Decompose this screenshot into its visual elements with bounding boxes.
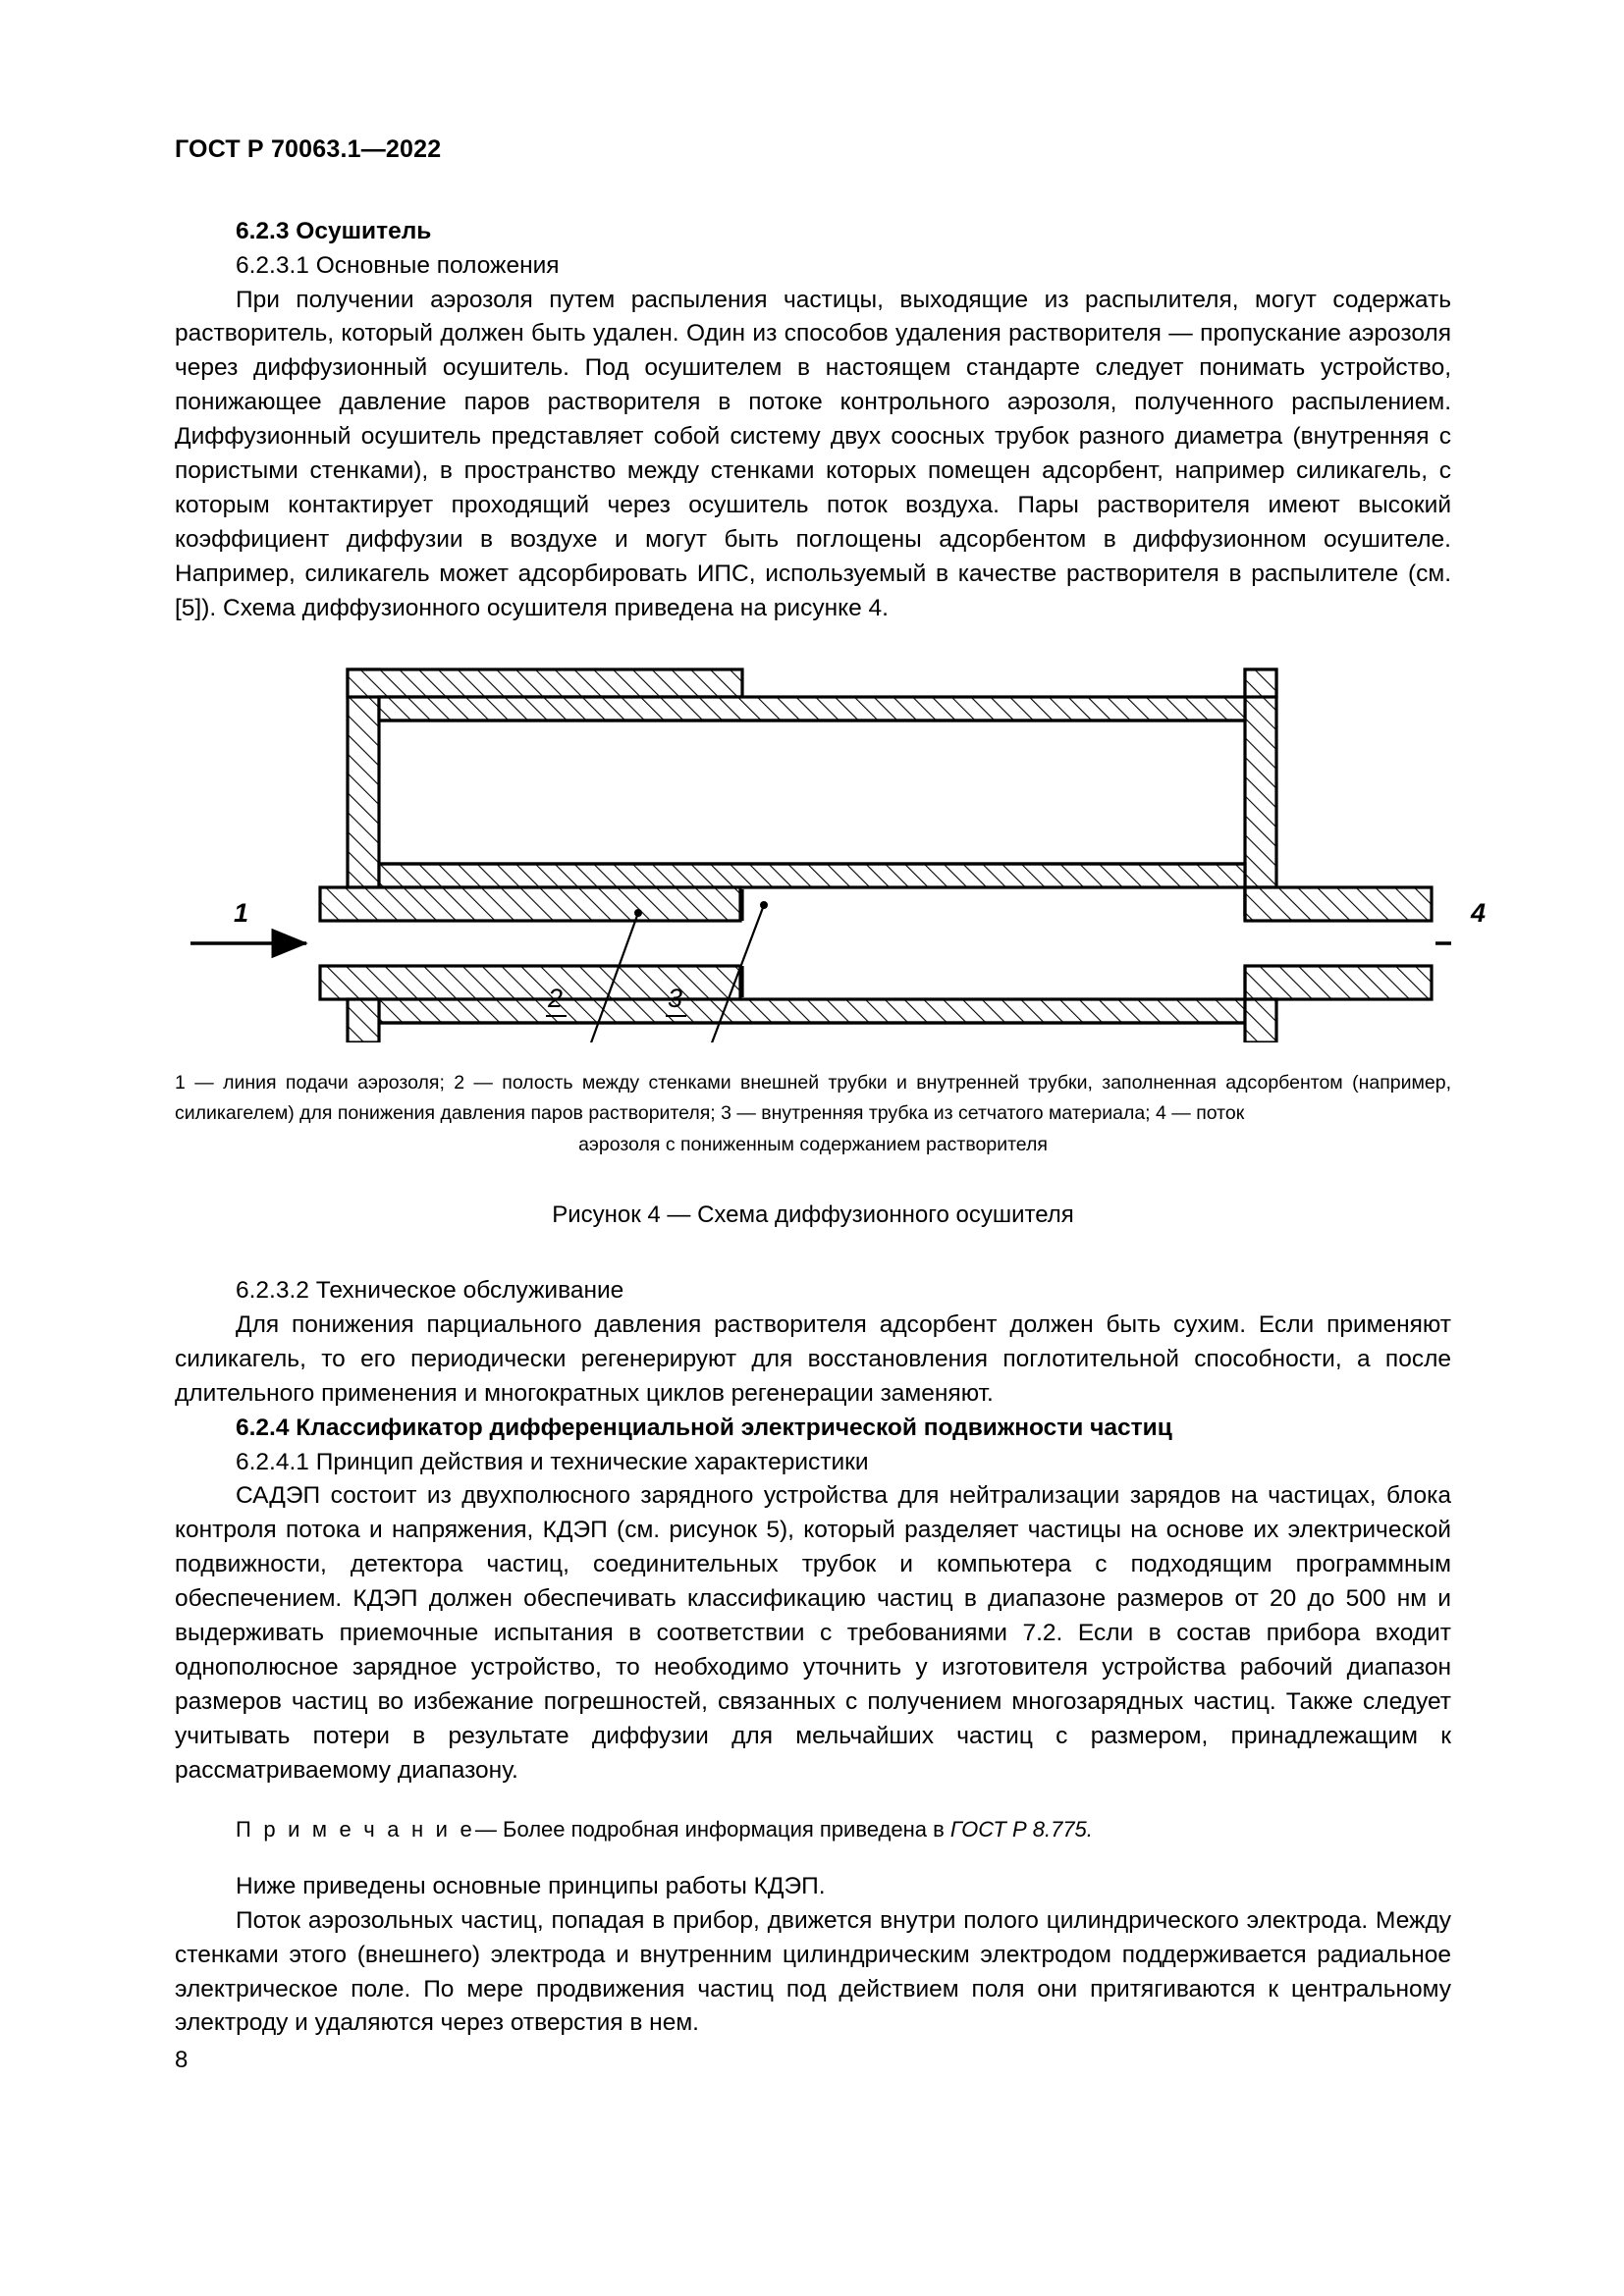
figure-legend-line-3: аэрозоля с пониженным содержанием растворителя <box>578 1133 1048 1155</box>
figure-4-drawing <box>175 660 1487 1042</box>
page-number: 8 <box>175 2047 189 2073</box>
figure-label-2: 2 <box>546 984 567 1017</box>
heading-6-2-3-1: 6.2.3.1 Основные положения <box>236 251 560 279</box>
figure-legend-line-2: (например, силикагелем) для понижения давления паров растворителя; 3 — внутренняя трубка из сетчатого материала; 4 — поток <box>175 1071 1452 1125</box>
document-header: ГОСТ Р 70063.1—2022 <box>175 135 442 163</box>
heading-6-2-4-1: 6.2.4.1 Принцип действия и технические характеристики <box>236 1448 869 1475</box>
paragraph-principles-body: Поток аэрозольных частиц, попадая в прибор, движется внутри полого цилиндрического электрода. Между стенками этого (внешнего) электрода и внутренним цилиндрическим электродом поддерживается радиальное электрическое поле. По мере продвижения частиц под действием поля они притягиваются к центральному электроду и удаляются через отверстия в нем. <box>175 1906 1451 2037</box>
figure-label-4: 4 <box>1471 897 1487 928</box>
paragraph-6-2-3-1: При получении аэрозоля путем распыления частицы, выходящие из распылителя, могут содержать растворитель, который должен быть удален. Один из способов удаления растворителя — пропускание аэрозоля через диффузионный осушитель. Под осушителем в настоящем стандарте следует понимать устройство, понижающее давление паров растворителя в потоке контрольного аэрозоля, полученного распылением. Диффузионный осушитель представляет собой систему двух соосных трубок разного диаметра (внутренняя с пористыми стенками), в пространство между стенками которых помещен адсорбент, например силикагель, с которым контактирует проходящий через осушитель поток воздуха. Пары растворителя имеют высокий коэффициент диффузии в воздухе и могут быть поглощены адсорбентом в диффузионном осушителе. Например, силикагель может адсорбировать ИПС, используемый в качестве растворителя в распылителе (см. [5]). Схема диффузионного осушителя приведена на рисунке 4. <box>175 286 1451 621</box>
note-label: П р и м е ч а н и е <box>236 1816 475 1842</box>
figure-legend <box>175 1068 1451 1161</box>
paragraph-6-2-4-1: САДЭП состоит из двухполюсного зарядного устройства для нейтрализации зарядов на частицах, блока контроля потока и напряжения, КДЭП (см. рисунок 5), который разделяет частицы на основе их электрической подвижности, детектора частиц, соединительных трубок и компьютера с подходящим программным обеспечением. КДЭП должен обеспечивать классификацию частиц в диапазоне размеров от 20 до 500 нм и выдерживать приемочные испытания в соответствии с требованиями 7.2. Если в состав прибора входит однополюсное зарядное устройство, то необходимо уточнить у изготовителя устройства рабочий диапазон размеров частиц во избежание погрешностей, связанных с получением многозарядных частиц. Также следует учитывать потери в результате диффузии для мельчайших частиц с размером, принадлежащим к рассматриваемому диапазону. <box>175 1482 1451 1784</box>
figure-spacer <box>175 1229 1451 1274</box>
note-block <box>175 1814 1451 1844</box>
paragraph-6-2-3-2: Для понижения парциального давления растворителя адсорбент должен быть сухим. Если применяют силикагель, то его периодически регенерируют для восстановления поглотительной способности, а после длительного применения и многократных циклов регенерации заменяют. <box>175 1311 1451 1407</box>
heading-6-2-3: 6.2.3 Осушитель <box>236 218 432 244</box>
note-reference: ГОСТ Р 8.775. <box>949 1816 1093 1842</box>
figure-legend-line-1: 1 — линия подачи аэрозоля; 2 — полость между стенками внешней трубки и внутренней трубки, заполненная адсорбентом <box>175 1071 1343 1094</box>
heading-6-2-3-2: 6.2.3.2 Техническое обслуживание <box>236 1277 624 1305</box>
figure-label-3: 3 <box>666 984 686 1017</box>
figure-4 <box>175 660 1487 1230</box>
figure-label-1: 1 <box>234 897 249 928</box>
page-content <box>175 135 1487 2041</box>
figure-caption: Рисунок 4 — Схема диффузионного осушителя <box>552 1201 1074 1229</box>
paragraph-principles-intro: Ниже приведены основные принципы работы КДЭП. <box>236 1872 826 1899</box>
note-dash: — Более подробная информация приведена в <box>474 1816 950 1842</box>
heading-6-2-4: 6.2.4 Классификатор дифференциальной электрической подвижности частиц <box>236 1414 1172 1441</box>
